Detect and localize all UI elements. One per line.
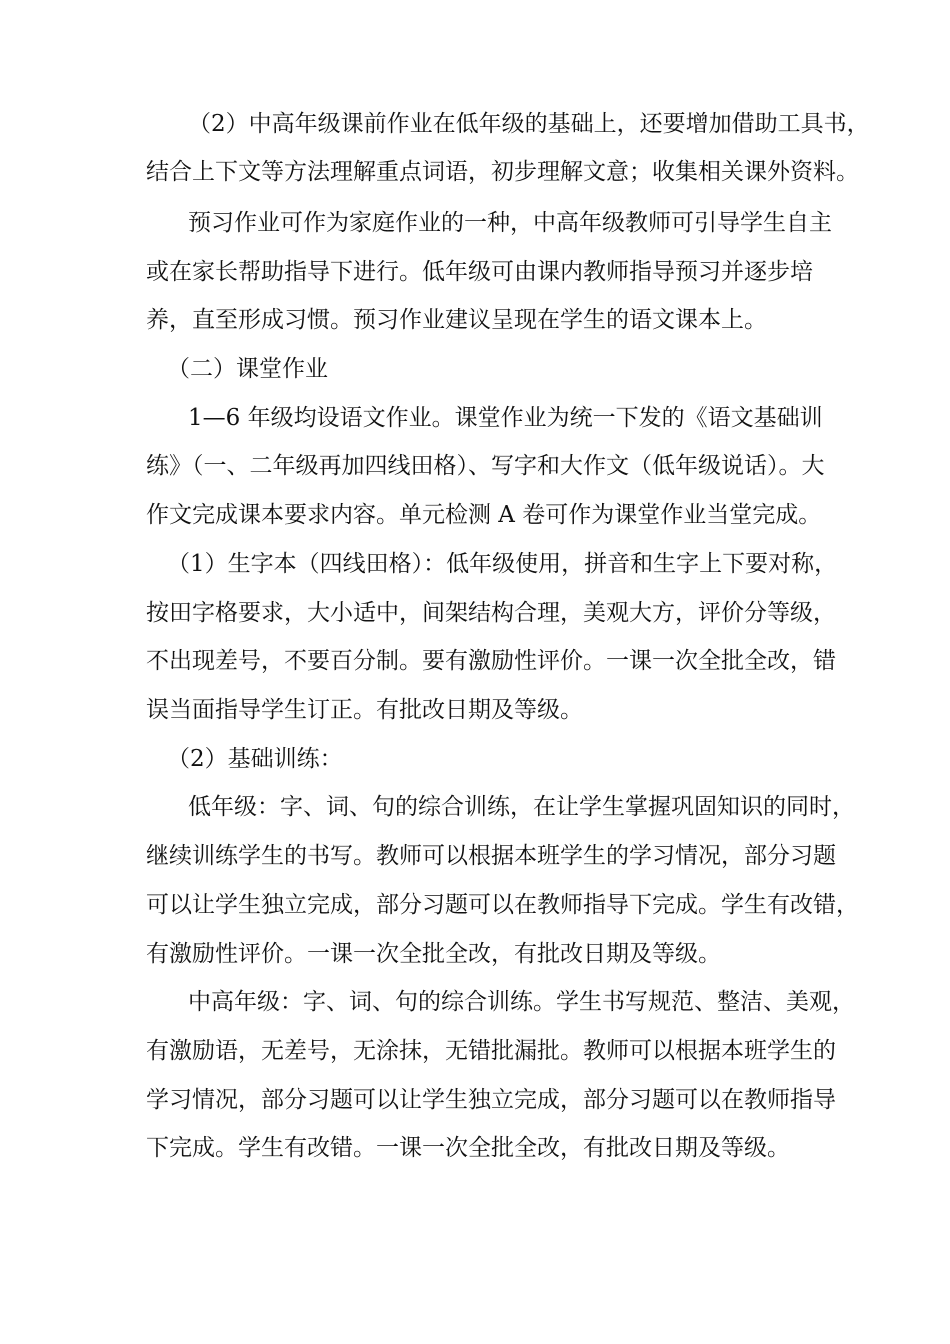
- paragraph-senior-grade-line-1: 中高年级：字、词、句的综合训练。学生书写规范、整洁、美观，: [188, 989, 855, 1015]
- paragraph-character-book-line-1: （1）生字本（四线田格）：低年级使用，拼音和生字上下要对称，: [167, 551, 838, 577]
- paragraph-classroom-line-1: 1—6 年级均设语文作业。课堂作业为统一下发的《语文基础训: [188, 405, 823, 431]
- paragraph-senior-preview-line-1: （2）中高年级课前作业在低年级的基础上，还要增加借助工具书，: [188, 111, 870, 137]
- paragraph-character-book-line-4: 误当面指导学生订正。有批改日期及等级。: [146, 697, 583, 723]
- paragraph-preview-homework-line-3: 养，直至形成习惯。预习作业建议呈现在学生的语文课本上。: [146, 307, 767, 333]
- paragraph-junior-grade-line-1: 低年级：字、词、句的综合训练，在让学生掌握巩固知识的同时，: [188, 794, 855, 820]
- paragraph-senior-grade-line-4: 下完成。学生有改错。一课一次全批全改，有批改日期及等级。: [146, 1135, 790, 1161]
- paragraph-classroom-line-3: 作文完成课本要求内容。单元检测 A 卷可作为课堂作业当堂完成。: [146, 502, 822, 528]
- paragraph-senior-grade-line-3: 学习情况，部分习题可以让学生独立完成，部分习题可以在教师指导: [146, 1087, 836, 1113]
- section-heading-classroom-homework: （二）课堂作业: [167, 356, 328, 382]
- paragraph-character-book-line-2: 按田字格要求，大小适中，间架结构合理，美观大方，评价分等级，: [146, 600, 836, 626]
- paragraph-character-book-line-3: 不出现差号，不要百分制。要有激励性评价。一课一次全批全改，错: [146, 648, 836, 674]
- paragraph-junior-grade-line-3: 可以让学生独立完成，部分习题可以在教师指导下完成。学生有改错，: [146, 892, 859, 918]
- paragraph-senior-preview-line-2: 结合上下文等方法理解重点词语，初步理解文意；收集相关课外资料。: [146, 159, 859, 185]
- paragraph-classroom-line-2: 练》（一、二年级再加四线田格）、写字和大作文（低年级说话）。大: [146, 453, 825, 479]
- paragraph-preview-homework-line-2: 或在家长帮助指导下进行。低年级可由课内教师指导预习并逐步培: [146, 259, 813, 285]
- paragraph-junior-grade-line-4: 有激励性评价。一课一次全批全改，有批改日期及等级。: [146, 941, 721, 967]
- paragraph-preview-homework-line-1: 预习作业可作为家庭作业的一种，中高年级教师可引导学生自主: [188, 210, 832, 236]
- paragraph-senior-grade-line-2: 有激励语，无差号，无涂抹，无错批漏批。教师可以根据本班学生的: [146, 1038, 836, 1064]
- paragraph-junior-grade-line-2: 继续训练学生的书写。教师可以根据本班学生的学习情况，部分习题: [146, 843, 836, 869]
- subheading-basic-training: （2）基础训练：: [167, 746, 343, 772]
